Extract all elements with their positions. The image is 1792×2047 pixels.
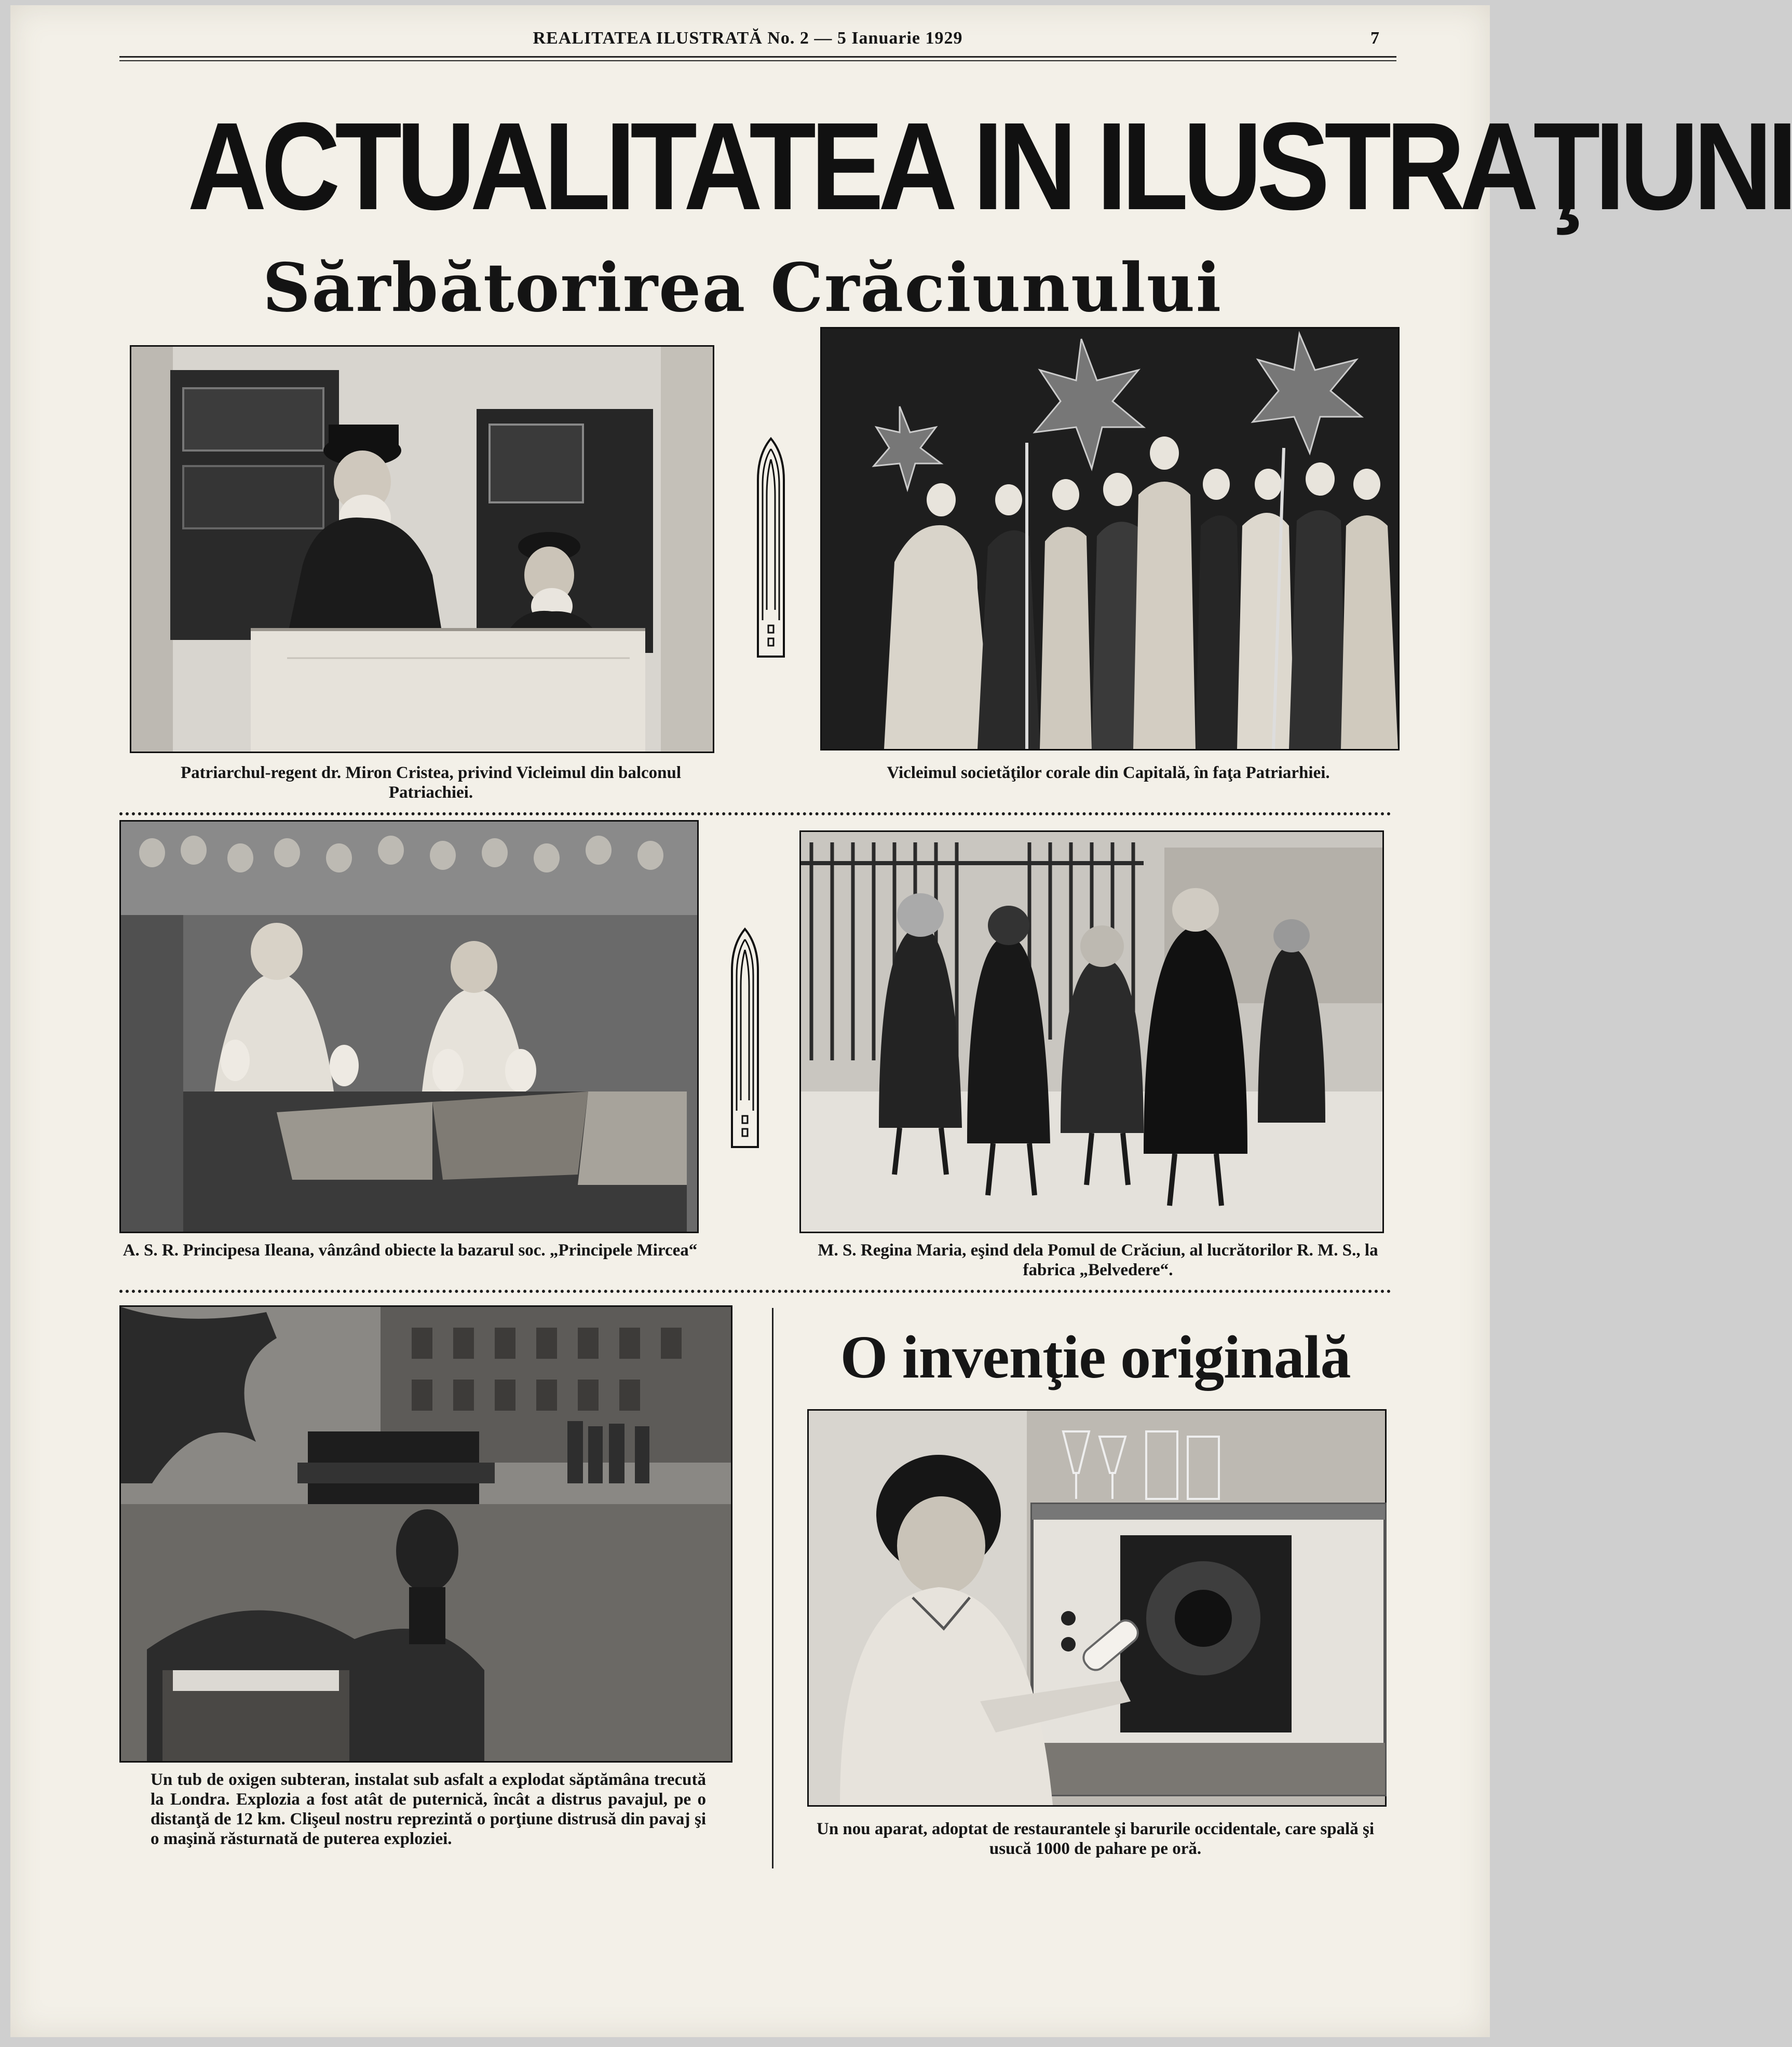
photo-queen-maria [799, 830, 1384, 1233]
column-divider [772, 1308, 773, 1868]
caption-queen-maria: M. S. Regina Maria, eşind dela Pomul de Crăciun, al lucrătorilor R. M. S., la fabrica „Belvedere“. [818, 1241, 1378, 1279]
photo-london-explosion [119, 1305, 732, 1763]
page-number: 7 [1370, 29, 1379, 48]
photo-vicleim-choir [820, 327, 1400, 750]
header-rule [119, 56, 1396, 58]
headline: ACTUALITATEA IN ILUSTRAŢIUNI [187, 97, 1792, 236]
photo-patriarch-image [131, 347, 713, 752]
column-ornament-middle [729, 929, 761, 1147]
photo-explosion-image [121, 1307, 731, 1761]
caption-patriarch: Patriarchul-regent dr. Miron Cristea, privind Vicleimul din balconul Patriachiei. [180, 763, 682, 802]
row-divider-1 [119, 812, 1391, 815]
caption-london-explosion: Un tub de oxigen subteran, instalat sub asfalt a explodat săptămâna trecută la Londra. Explozia a fost atât de puternică, încât a distrus pavajul, pe o distanţă de 12 km. Clişeul nostru reprezintă o porţiune distrusă din pavaj şi o maşină răsturnată de puterea exploziei. [151, 1770, 706, 1848]
photo-ileana-image [121, 822, 697, 1232]
caption-ileana: A. S. R. Principesa Ileana, vânzând obiecte la bazarul soc. „Principele Mircea“ [123, 1241, 698, 1260]
photo-princess-ileana [119, 820, 699, 1233]
photo-vicleim-image [822, 329, 1398, 749]
photo-queen-image [801, 832, 1382, 1232]
caption-vicleim: Vicleimul societăţilor corale din Capitală, în faţa Patriarhiei. [887, 763, 1330, 782]
row-divider-2 [119, 1290, 1391, 1293]
invention-heading: O invenţie originală [840, 1323, 1351, 1391]
header-rule-2 [119, 60, 1396, 61]
column-ornament-top [755, 439, 786, 657]
subheadline: Sărbătorirea Crăciunului [262, 249, 1223, 327]
running-head: REALITATEA ILUSTRATĂ No. 2 — 5 Ianuarie 1929 [533, 29, 963, 48]
photo-invention [807, 1409, 1387, 1807]
photo-patriarch-balcony [130, 345, 714, 753]
photo-invention-image [809, 1411, 1385, 1805]
invention-caption: Un nou aparat, adoptat de restaurantele şi barurile occidentale, care spală şi usucă 1000 de pahare pe oră. [817, 1820, 1374, 1858]
